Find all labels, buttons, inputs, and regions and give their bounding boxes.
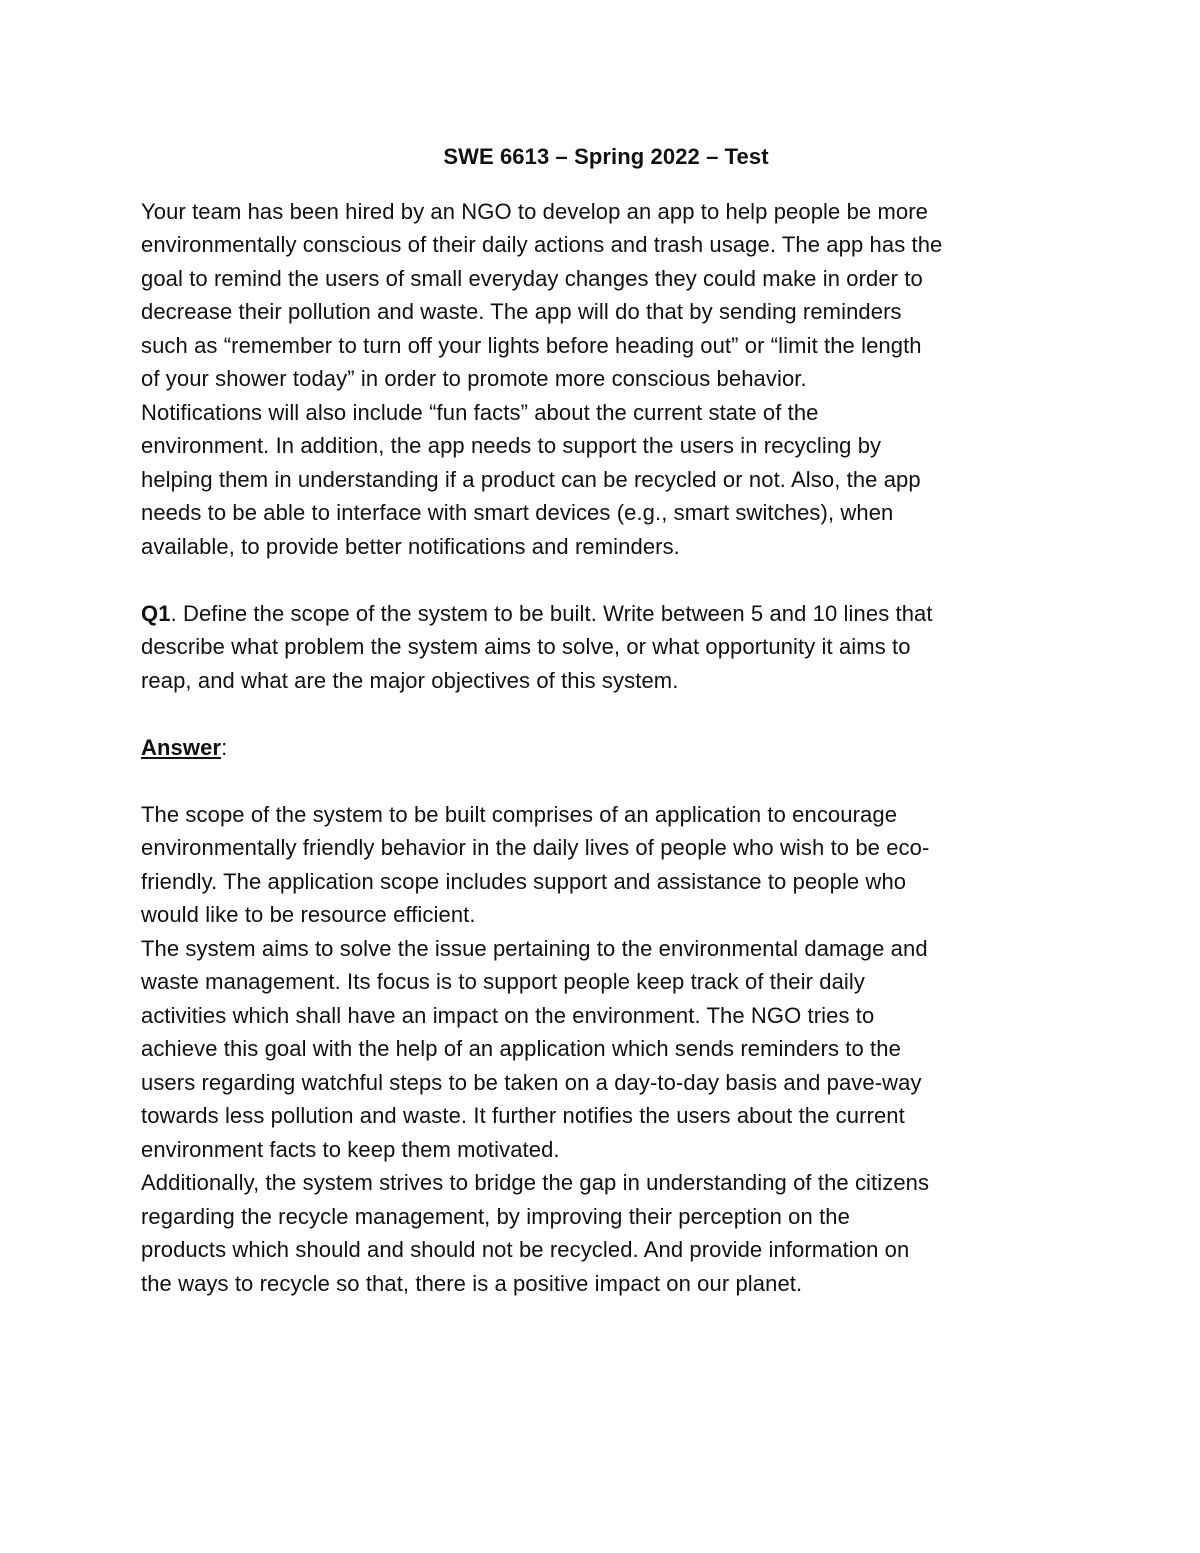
intro-line: decrease their pollution and waste. The app will do that by sending reminders [141,299,902,324]
answer-line: would like to be resource efficient. [141,902,476,927]
question-first-line-text: . Define the scope of the system to be built. Write between 5 and 10 lines that [170,600,933,626]
answer-colon: : [221,734,228,760]
document-title: SWE 6613 – Spring 2022 – Test [443,144,769,169]
answer-line: waste management. Its focus is to support people keep track of their daily [141,969,865,994]
intro-line: goal to remind the users of small everyday changes they could make in order to [141,265,923,291]
answer-line: products which should and should not be recycled. And provide information on [141,1237,910,1262]
intro-line: of your shower today” in order to promote more conscious behavior. [141,366,807,391]
document-content [141,140,1071,1300]
intro-line: Notifications will also include “fun facts” about the current state of the [141,399,819,425]
answer-line: Additionally, the system strives to bridge the gap in understanding of the citizens [141,1170,930,1195]
paragraph-spacer [141,563,1071,597]
question-first-line [141,597,1071,631]
answer-line: The scope of the system to be built comprises of an application to encourage [141,801,898,827]
answer-line: The system aims to solve the issue pertaining to the environmental damage and [141,935,928,961]
answer-line: users regarding watchful steps to be taken on a day-to-day basis and pave-way [141,1069,922,1095]
intro-line: helping them in understanding if a product can be recycled or not. Also, the app [141,466,921,492]
intro-line: environment. In addition, the app needs to support the users in recycling by [141,433,882,458]
answer-line: environmentally friendly behavior in the daily lives of people who wish to be eco- [141,835,930,860]
answer-line: friendly. The application scope includes support and assistance to people who [141,868,907,894]
question-line: reap, and what are the major objectives of this system. [141,667,679,693]
intro-line: needs to be able to interface with smart devices (e.g., smart switches), when [141,500,894,525]
question-label: Q1 [141,600,171,626]
question-paragraph [141,597,1071,698]
intro-line: available, to provide better notifications and reminders. [141,533,680,559]
question-line: describe what problem the system aims to solve, or what opportunity it aims to [141,634,911,659]
answer-line: the ways to recycle so that, there is a positive impact on our planet. [141,1270,803,1296]
paragraph-spacer [141,697,1071,731]
answer-line: environment facts to keep them motivated. [141,1136,560,1162]
answer-paragraph [141,798,1071,1301]
answer-line: achieve this goal with the help of an application which sends reminders to the [141,1036,901,1061]
answer-heading [141,731,1071,765]
intro-line: such as “remember to turn off your lights before heading out” or “limit the length [141,332,922,358]
answer-line: regarding the recycle management, by improving their perception on the [141,1203,850,1229]
answer-line: activities which shall have an impact on the environment. The NGO tries to [141,1002,875,1028]
intro-paragraph [141,195,1071,564]
answer-line: towards less pollution and waste. It further notifies the users about the current [141,1103,905,1128]
answer-label: Answer [141,734,222,760]
intro-line: Your team has been hired by an NGO to develop an app to help people be more [141,198,928,224]
paragraph-spacer [141,764,1071,798]
intro-line: environmentally conscious of their daily actions and trash usage. The app has the [141,232,943,257]
